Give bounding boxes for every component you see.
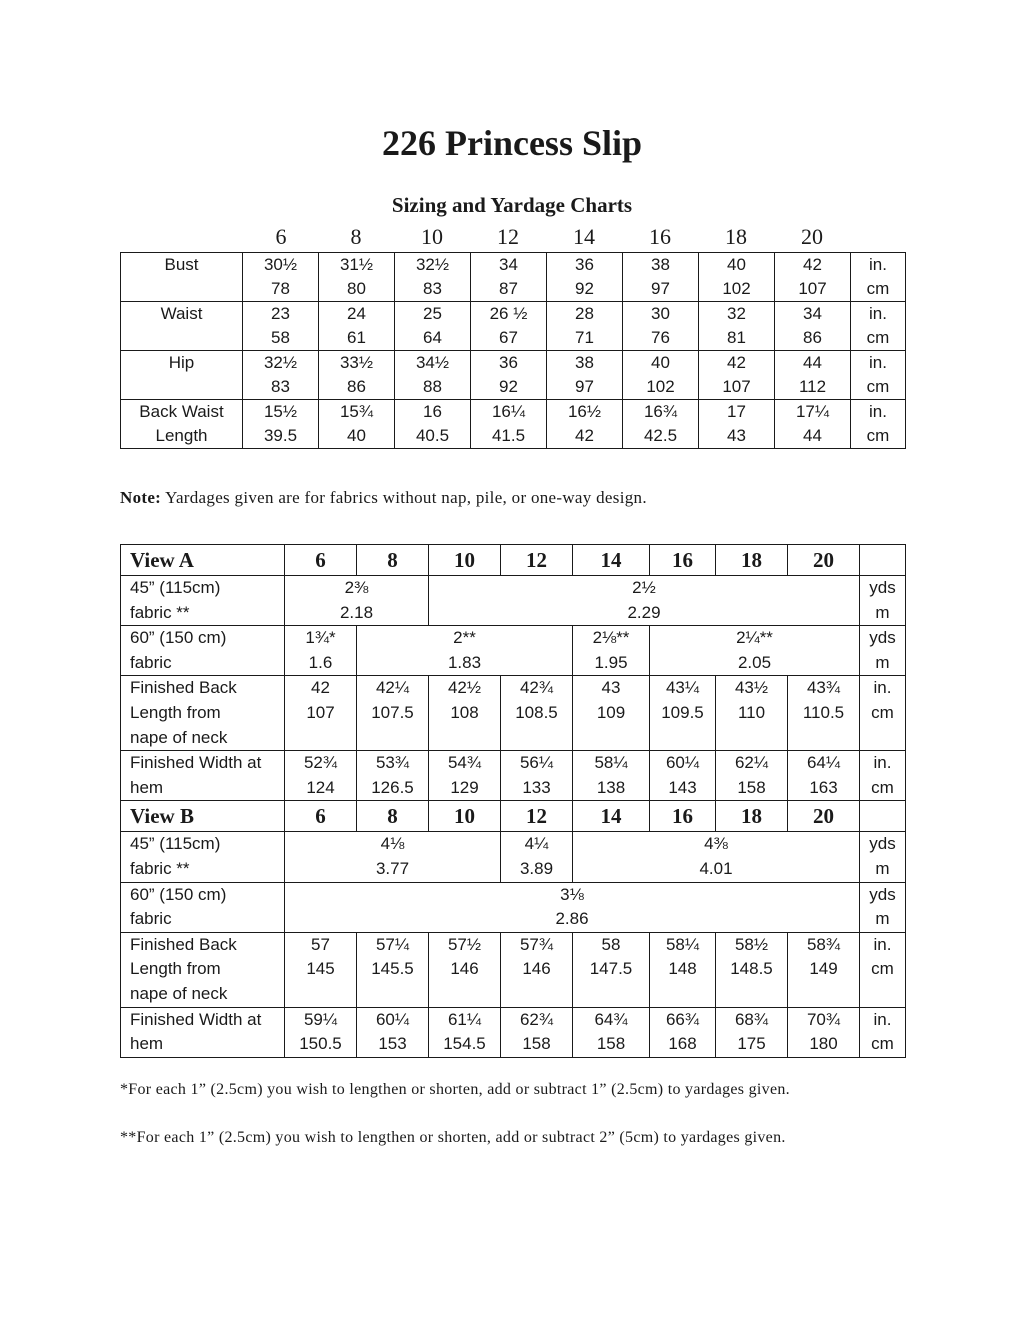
row-label: 45” (115cm) fabric ** <box>121 576 285 626</box>
table-cell: 64¾ 158 <box>573 1007 650 1057</box>
row-label: 60” (150 cm) fabric <box>121 626 285 676</box>
table-cell: 42 107 <box>285 676 357 751</box>
table-cell: 16¾ 42.5 <box>623 400 699 449</box>
table-cell: 56¼ 133 <box>501 751 573 801</box>
table-row <box>121 253 906 302</box>
table-cell: 1¾* 1.6 <box>285 626 357 676</box>
table-cell: 58¼ 148 <box>650 932 716 1007</box>
table-cell: 28 71 <box>547 302 623 351</box>
size-header-cell: 12 <box>497 224 519 249</box>
size-header-row <box>0 224 1024 254</box>
table-cell: 57¼ 145.5 <box>357 932 429 1007</box>
table-cell: 16¼ 41.5 <box>471 400 547 449</box>
row-label: Finished Back Length from nape of neck <box>121 932 285 1007</box>
unit-cell: in. cm <box>851 253 906 302</box>
size-header-cell: 16 <box>649 224 671 249</box>
table-cell: 62¼ 158 <box>716 751 788 801</box>
table-cell: 2¼** 2.05 <box>650 626 860 676</box>
table-cell: 16½ 42 <box>547 400 623 449</box>
size-header-cell: 20 <box>788 545 860 576</box>
sizing-table <box>120 252 906 449</box>
table-cell: 4⅜ 4.01 <box>573 832 860 882</box>
table-cell: 44 112 <box>775 351 851 400</box>
size-header-cell: 8 <box>350 224 362 249</box>
table-cell: 2⅛** 1.95 <box>573 626 650 676</box>
table-cell: 17 43 <box>699 400 775 449</box>
table-row <box>121 882 906 932</box>
table-cell: 34 87 <box>471 253 547 302</box>
table-cell: 42¾ 108.5 <box>501 676 573 751</box>
table-cell: 62¾ 158 <box>501 1007 573 1057</box>
view-a-header-row <box>121 545 906 576</box>
size-header-cell: 6 <box>275 224 287 249</box>
table-cell: 34½ 88 <box>395 351 471 400</box>
table-cell: 4¼ 3.89 <box>501 832 573 882</box>
size-header-cell: 18 <box>716 801 788 832</box>
table-cell: 32 81 <box>699 302 775 351</box>
size-header-cell: 10 <box>429 801 501 832</box>
size-header-cell: 6 <box>285 545 357 576</box>
size-header-cell: 14 <box>573 545 650 576</box>
table-row <box>121 351 906 400</box>
table-cell: 54¾ 129 <box>429 751 501 801</box>
size-header-cell: 20 <box>788 801 860 832</box>
table-cell: 58¾ 149 <box>788 932 860 1007</box>
table-cell: 25 64 <box>395 302 471 351</box>
size-header-cell: 16 <box>650 801 716 832</box>
table-cell: 68¾ 175 <box>716 1007 788 1057</box>
table-cell: 38 97 <box>547 351 623 400</box>
table-cell: 58 147.5 <box>573 932 650 1007</box>
size-header-cell: 20 <box>801 224 823 249</box>
table-cell: 43 109 <box>573 676 650 751</box>
table-cell: 34 86 <box>775 302 851 351</box>
size-header-cell: 8 <box>357 801 429 832</box>
unit-cell: yds m <box>860 882 906 932</box>
size-header-cell: 14 <box>573 224 595 249</box>
table-cell: 26 ½ 67 <box>471 302 547 351</box>
table-cell: 58½ 148.5 <box>716 932 788 1007</box>
table-cell: 3⅛ 2.86 <box>285 882 860 932</box>
table-cell: 64¼ 163 <box>788 751 860 801</box>
unit-cell: yds m <box>860 832 906 882</box>
empty-unit-header <box>860 801 906 832</box>
size-header-cell: 6 <box>285 801 357 832</box>
table-cell: 57¾ 146 <box>501 932 573 1007</box>
row-label: Bust <box>121 253 243 302</box>
footnote-single-asterisk: *For each 1” (2.5cm) you wish to lengthen or shorten, add or subtract 1” (2.5cm) to yardages given. <box>120 1081 790 1098</box>
table-cell: 57 145 <box>285 932 357 1007</box>
table-cell: 70¾ 180 <box>788 1007 860 1057</box>
table-cell: 36 92 <box>547 253 623 302</box>
table-row <box>121 1007 906 1057</box>
unit-cell: yds m <box>860 576 906 626</box>
unit-cell: in. cm <box>860 1007 906 1057</box>
row-label: Waist <box>121 302 243 351</box>
view-b-header-row <box>121 801 906 832</box>
table-cell: 38 97 <box>623 253 699 302</box>
unit-cell: in. cm <box>851 351 906 400</box>
size-header-cell: 14 <box>573 801 650 832</box>
table-cell: 24 61 <box>319 302 395 351</box>
table-cell: 40 102 <box>699 253 775 302</box>
page-subtitle: Sizing and Yardage Charts <box>391 193 633 217</box>
table-cell: 31½ 80 <box>319 253 395 302</box>
unit-cell: in. cm <box>851 302 906 351</box>
table-row <box>121 400 906 449</box>
table-cell: 43½ 110 <box>716 676 788 751</box>
unit-cell: in. cm <box>851 400 906 449</box>
unit-cell: in. cm <box>860 932 906 1007</box>
table-row <box>121 832 906 882</box>
unit-cell: in. cm <box>860 676 906 751</box>
table-cell: 42¼ 107.5 <box>357 676 429 751</box>
table-cell: 40 102 <box>623 351 699 400</box>
table-row <box>121 676 906 751</box>
table-cell: 52¾ 124 <box>285 751 357 801</box>
size-header-cell: 10 <box>429 545 501 576</box>
row-label: Finished Back Length from nape of neck <box>121 676 285 751</box>
table-cell: 23 58 <box>243 302 319 351</box>
table-cell: 2⅜ 2.18 <box>285 576 429 626</box>
table-cell: 33½ 86 <box>319 351 395 400</box>
table-cell: 30½ 78 <box>243 253 319 302</box>
footnote-double-asterisk: **For each 1” (2.5cm) you wish to lengthen or shorten, add or subtract 2” (5cm) to yardages given. <box>120 1129 786 1146</box>
table-cell: 43¼ 109.5 <box>650 676 716 751</box>
unit-cell: yds m <box>860 626 906 676</box>
table-cell: 32½ 83 <box>243 351 319 400</box>
row-label: Back Waist Length <box>121 400 243 449</box>
table-cell: 2** 1.83 <box>357 626 573 676</box>
table-row <box>121 576 906 626</box>
empty-unit-header <box>860 545 906 576</box>
table-cell: 43¾ 110.5 <box>788 676 860 751</box>
page-title: 226 Princess Slip <box>381 123 642 163</box>
row-label: Finished Width at hem <box>121 751 285 801</box>
table-cell: 2½ 2.29 <box>429 576 860 626</box>
note-label: Note: <box>120 488 162 507</box>
table-cell: 59¼ 150.5 <box>285 1007 357 1057</box>
table-cell: 32½ 83 <box>395 253 471 302</box>
table-cell: 42½ 108 <box>429 676 501 751</box>
view-a-heading: View A <box>121 545 285 576</box>
yardage-table <box>120 544 906 1058</box>
table-cell: 66¾ 168 <box>650 1007 716 1057</box>
table-cell: 61¼ 154.5 <box>429 1007 501 1057</box>
table-cell: 16 40.5 <box>395 400 471 449</box>
table-row <box>121 932 906 1007</box>
table-cell: 53¾ 126.5 <box>357 751 429 801</box>
yardage-note <box>120 488 647 508</box>
table-cell: 42 107 <box>775 253 851 302</box>
size-header-cell: 8 <box>357 545 429 576</box>
unit-cell: in. cm <box>860 751 906 801</box>
size-header-cell: 16 <box>650 545 716 576</box>
row-label: 60” (150 cm) fabric <box>121 882 285 932</box>
row-label: Finished Width at hem <box>121 1007 285 1057</box>
table-cell: 60¼ 153 <box>357 1007 429 1057</box>
row-label: Hip <box>121 351 243 400</box>
size-header-cell: 12 <box>501 545 573 576</box>
table-cell: 57½ 146 <box>429 932 501 1007</box>
table-cell: 17¼ 44 <box>775 400 851 449</box>
table-cell: 15¾ 40 <box>319 400 395 449</box>
note-text: Yardages given are for fabrics without nap, pile, or one-way design. <box>161 488 647 507</box>
view-b-heading: View B <box>121 801 285 832</box>
table-cell: 4⅛ 3.77 <box>285 832 501 882</box>
table-cell: 60¼ 143 <box>650 751 716 801</box>
table-cell: 58¼ 138 <box>573 751 650 801</box>
table-cell: 42 107 <box>699 351 775 400</box>
table-row <box>121 751 906 801</box>
row-label: 45” (115cm) fabric ** <box>121 832 285 882</box>
size-header-cell: 18 <box>716 545 788 576</box>
table-row <box>121 626 906 676</box>
size-header-cell: 10 <box>421 224 443 249</box>
table-cell: 15½ 39.5 <box>243 400 319 449</box>
table-cell: 30 76 <box>623 302 699 351</box>
table-row <box>121 302 906 351</box>
size-header-cell: 18 <box>725 224 747 249</box>
size-header-cell: 12 <box>501 801 573 832</box>
table-cell: 36 92 <box>471 351 547 400</box>
